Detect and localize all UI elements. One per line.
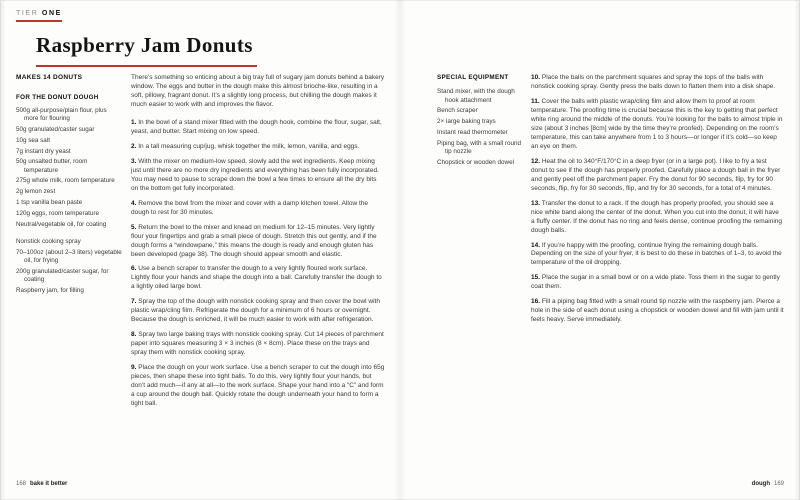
recipe-step [531,298,784,325]
ingredient-item: 1 tsp vanilla bean paste [16,199,83,207]
ingredient-item: 50g unsalted butter, room temperature [16,158,88,174]
step-text: Heat the oil to 340°F/170°C in a deep fryer (or in a large pot). I like to fry a test donut to see if the dough has properly proofed. Carefully place a dough ball in the fryer and gently peel off the parchment paper. Fry the donut for 90 seconds, flip, fry for 90 seconds, flip, fry for 30 seconds, flip, and fry for 30 seconds, for a total of 4 minutes. [531,157,781,192]
ingredient-item: 200g granulated/caster sugar, for coating [16,267,109,284]
equipment-item: Stand mixer, with the dough hook attachment [437,88,515,104]
step-text: Place the balls on the parchment squares and spray the tops of the balls with nonstick cooking spray. Gently press the balls down to flatten them into a disk shape. [531,74,776,90]
step-number: 6. [131,265,137,273]
equipment-list [437,88,525,167]
step-text: Transfer the donut to a rack. If the dough has properly proofed, you should see a nice white band along the center of the donut. When you cut into the donut, it will have a fluffy center. If the donut has no ring and feels dense, continue proofing the remaining dough balls. [531,199,783,234]
step-number: 14. [531,241,541,249]
step-text: In the bowl of a stand mixer fitted with the dough hook, combine the flour, sugar, salt, yeast, and butter. Start mixing on low speed. [131,118,382,135]
tier-label [16,10,62,22]
step-number: 8. [131,331,137,339]
step-text: Remove the bowl from the mixer and cover with a damp kitchen towel. Allow the dough to rest for 30 minutes. [131,199,369,216]
recipe-step [131,364,385,409]
recipe-title: Raspberry Jam Donuts [36,33,257,67]
recipe-step [131,298,385,325]
ingredients-heading: FOR THE DONUT DOUGH [16,93,99,101]
ingredient-item: 500g all-purpose/plain flour, plus more for flouring [16,106,107,123]
step-text: Return the bowl to the mixer and knead on medium for 12–15 minutes. Very lightly flour your fingertips and grab a small piece of dough. Stretch this out gently, and if the dough forms a “windowpane,” this means the dough is ready and enough gluten has been developed (page 38). The dough should appear smooth and elastic. [131,223,377,258]
ingredient-item: Nonstick cooking spray [16,237,81,245]
book-spine-fold [394,0,406,500]
recipe-step [131,143,385,152]
step-number: 7. [131,298,137,306]
recipe-step [531,74,784,92]
ingredient-item: 70–100oz (about 2–3 liters) vegetable oil, for frying [16,248,122,265]
step-number: 12. [531,157,541,165]
chapter-name: dough [751,481,770,487]
yield-label: MAKES 14 DONUTS [16,74,83,81]
step-number: 15. [531,274,541,282]
footer-left [16,481,67,487]
recipe-step [531,158,784,194]
ingredient-item: 275g whole milk, room temperature [16,177,115,185]
ingredient-item: 50g granulated/caster sugar [16,125,95,133]
ingredients-list-main [16,107,122,229]
recipe-step [131,265,385,292]
step-text: Fill a piping bag fitted with a small round tip nozzle with the raspberry jam. Pierce a hole in the side of each donut using a chopstick or wooden dowel and fill with jam until it feels heavy. Serve immediately. [531,298,784,324]
method-column-left [131,74,385,415]
step-number: 13. [531,199,541,207]
ingredient-item: Neutral/vegetable oil, for coating [16,220,107,228]
footer-right [752,481,784,487]
equipment-item: Piping bag, with a small round tip nozzle [437,139,522,156]
step-text: In a tall measuring cup/jug, whisk together the milk, lemon, vanilla, and eggs. [138,142,360,150]
method-column-right [531,74,784,331]
step-number: 1. [131,118,137,126]
left-page-number: 168 [16,481,27,487]
step-text: If you’re happy with the proofing, continue frying the remaining dough balls. Depending on the size of your fryer, it is best to do these in batches of 1–3, to avoid the temperature of the oil dropping. [531,241,782,267]
tier-label-bold: ONE [41,10,62,17]
step-text: Cover the balls with plastic wrap/cling film and allow them to proof at room temperature. The proofing time is crucial because this is the key to getting that perfect white ring around the middle of the donuts. You’re looking for the balls to almost triple in size (about 3 inches [8cm] wide by the time they’re proofed). Depending on the room’s temperature, this can take anywhere from 1 to 3 hours—or longer if it’s cold—so keep an eye on them. [531,97,783,150]
recipe-step [131,158,385,194]
recipe-step [131,119,385,137]
step-number: 16. [531,298,541,306]
book-title: bake it better [30,481,68,487]
right-page-number: 169 [773,481,784,487]
recipe-step [531,242,784,269]
ingredient-item: 7g instant dry yeast [16,147,71,155]
equipment-item: Instant read thermometer [437,128,508,136]
recipe-step [531,274,784,292]
step-text: Place the dough on your work surface. Use a bench scraper to cut the dough into 65g pieces, then shape these into tight balls. To do this, very lightly flour your hands, but don’t add much—if any at all—to the work surface. Shape your hand into a “C” and form a cup around the dough ball. Quickly rotate the dough underneath your hand to form a tight ball. [131,364,385,408]
steps-right-list [531,74,784,325]
step-number: 3. [131,157,137,165]
equipment-item: 2× large baking trays [437,118,496,126]
step-number: 10. [531,74,541,81]
ingredient-item: Raspberry jam, for filling [16,286,84,294]
steps-left-list [131,119,385,409]
right-page-edge [794,0,800,500]
equipment-item: Chopstick or wooden dowel [437,158,515,166]
step-text: With the mixer on medium-low speed, slowly add the wet ingredients. Keep mixing just until there are no more dry ingredients and everything has been fully incorporated. You may need to pause to scrape down the bowl a few times to ensure all the dry bits on the bottom get fully incorporated. [131,157,379,192]
recipe-step [131,331,385,358]
recipe-step [131,224,385,260]
left-page-edge [0,0,6,500]
ingredient-item: 2g lemon zest [16,188,56,196]
recipe-step [531,200,784,236]
ingredient-item: 120g eggs, room temperature [16,209,99,217]
recipe-step [131,200,385,218]
ingredients-column [16,74,122,298]
step-number: 4. [131,199,137,207]
ingredient-item: 10g sea salt [16,136,50,144]
equipment-column [437,74,525,170]
ingredients-list-extra [16,238,122,295]
step-text: Spray two large baking trays with nonstick cooking spray. Cut 14 pieces of parchment paper into squares measuring 3 × 3 inches (8 × 8cm). Place these on the trays and spray them with nonstick cooking spray. [131,331,384,357]
equipment-heading: SPECIAL EQUIPMENT [437,74,509,81]
step-number: 9. [131,364,137,372]
recipe-step [531,98,784,152]
step-text: Use a bench scraper to transfer the dough to a very lightly floured work surface. Lightly flour your hands and shape the dough into a ball. Carefully transfer the dough to a lightly oiled large bowl. [131,265,382,291]
intro-paragraph: There’s something so enticing about a big tray full of sugary jam donuts behind a bakery window. The eggs and butter in the dough make this almost brioche-like, resulting in a soft, pillowy, fragrant donut. It’s a slightly long process, but chilling the dough makes it much easier to work with and improves the flavor. [131,74,385,108]
step-number: 2. [131,142,137,150]
equipment-item: Bench scraper [437,107,478,115]
step-text: Spray the top of the dough with nonstick cooking spray and then cover the bowl with plastic wrap/cling film. Refrigerate the dough for a minimum of 6 hours or overnight. Because the dough is enriched, it will be much easier to work with after refrigeration. [131,298,380,324]
step-number: 5. [131,223,137,231]
step-text: Place the sugar in a small bowl or on a wide plate. Toss them in the sugar to gently coat them. [531,274,780,291]
step-number: 11. [531,97,540,105]
tier-label-light: TIER [16,10,39,17]
